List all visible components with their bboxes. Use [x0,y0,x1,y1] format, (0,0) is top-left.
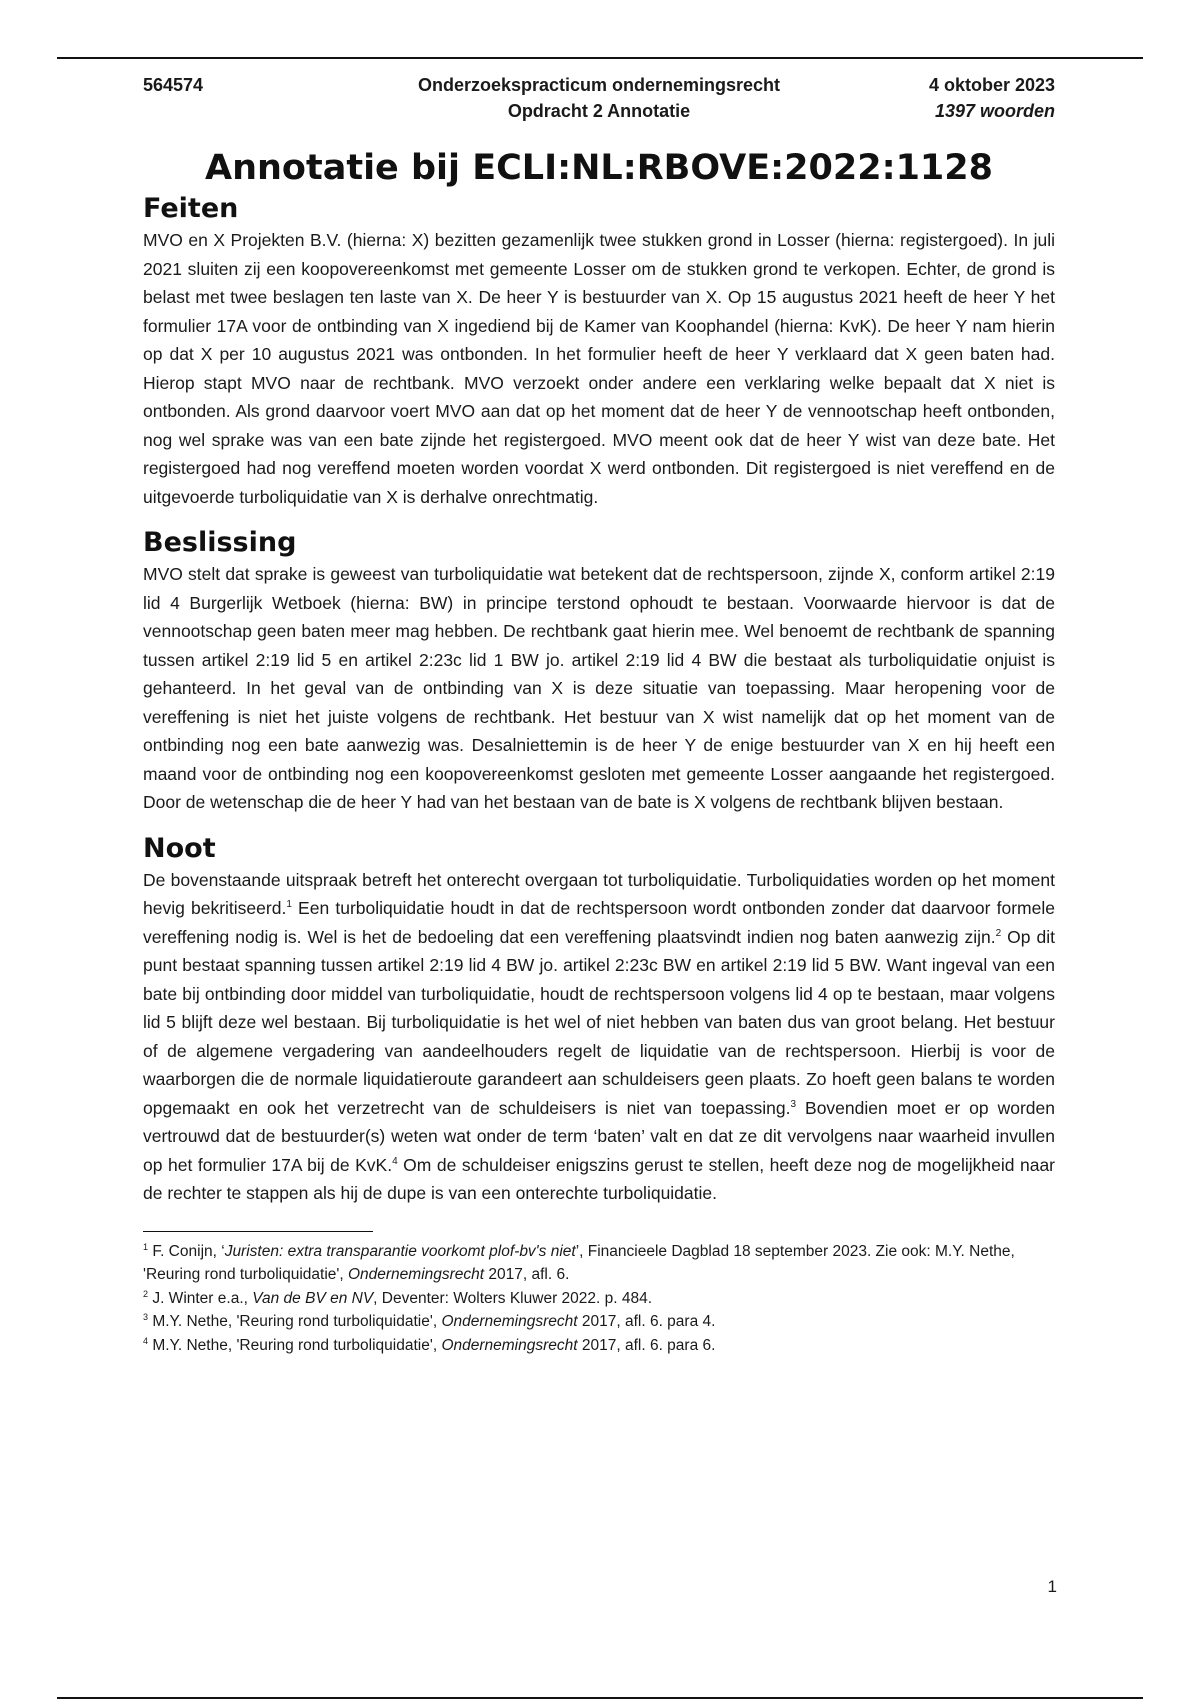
footnote-ref-2[interactable]: 2 [995,927,1002,939]
top-rule [57,57,1143,59]
footnote-number: 1 [143,1241,149,1252]
footnote-text: 2017, afl. 6. para 4. [577,1313,716,1330]
bottom-rule [57,1697,1143,1699]
noot-text: De bovenstaande uitspraak betreft het onterecht overgaan tot turboliquidatie. Turboliquidaties worden op het moment hevig bekritiseerd. [143,869,1055,918]
course-name: Onderzoekspracticum ondernemingsrecht [417,75,781,95]
footnote-number: 4 [143,1335,149,1346]
document-title: Annotatie bij ECLI:NL:RBOVE:2022:1128 [205,148,993,188]
footnote-ref-4[interactable]: 4 [392,1155,398,1167]
footnote-journal: Ondernemingsrecht [441,1313,578,1330]
course-info [143,72,1055,124]
section-heading-noot: Noot [143,832,216,864]
footnote-2 [143,1287,1055,1311]
noot-text: Om de schuldeiser enigszins gerust te stellen, heeft deze nog de mogelijkheid naar de rechter te stappen als hij de dupe is van een onterechte turboliquidatie. [143,1154,1056,1203]
footnote-text: ’, Financieele Dagblad 18 september 2023. Zie ook: M.Y. Nethe, 'Reuring rond turboliquidatie', [143,1242,1015,1283]
paragraph-feiten: MVO en X Projekten B.V. (hierna: X) bezitten gezamenlijk twee stukken grond in Losser (hierna: registergoed). In juli 2021 sluiten zij een koopovereenkomst met gemeente Losser om de stukken grond te verkopen. Echter, de grond is belast met twee beslagen ten laste van X. De heer Y is bestuurder van X. Op 15 augustus 2021 heeft de heer Y het formulier 17A voor de ontbinding van X ingediend bij de Kamer van Koophandel (hierna: KvK). De heer Y nam hierin op dat X per 10 augustus 2021 was ontbonden. In het formulier heeft de heer Y verklaard dat X geen baten had. Hierop stapt MVO naar de rechtbank. MVO verzoekt onder andere een verklaring welke bepaalt dat X niet is ontbonden. Als grond daarvoor voert MVO aan dat op het moment dat de heer Y de vennootschap heeft ontbonden, nog wel sprake was van een bate zijnde het registergoed. MVO meent ook dat de heer Y wist van deze bate. Het registergoed had nog vereffend moeten worden voordat X werd ontbonden. Dit registergoed is niet vereffend en de uitgevoerde turboliquidatie van X is derhalve onrechtmatig. [143,230,1055,507]
footnote-number: 3 [143,1312,149,1322]
footnote-text: , Deventer: Wolters Kluwer 2022. p. 484. [373,1289,653,1307]
footnote-3 [143,1310,1055,1334]
page-number: 1 [1047,1577,1057,1596]
footnote-book-title: Van de BV en NV [252,1289,374,1307]
footnote-journal: Ondernemingsrecht [441,1336,578,1354]
student-number: 564574 [143,75,204,95]
section-noot [143,832,1055,1208]
section-heading-beslissing: Beslissing [143,527,297,558]
footnote-text: 2017, afl. 6. para 6. [577,1336,716,1354]
noot-text: Een turboliquidatie houdt in dat de rechtspersoon wordt ontbonden zonder dat daarvoor formele vereffening nodig is. Wel is het de bedoeling dat een vereffening plaatsvindt indien nog baten aanwezig zijn. [143,898,1055,947]
paragraph-noot [143,866,1055,1208]
footnote-journal: Ondernemingsrecht [347,1266,485,1283]
footnote-separator [143,1231,373,1232]
word-count: 1397 woorden [934,101,1055,121]
footnote-4 [143,1334,1055,1358]
document-page [143,72,1055,1357]
footnote-text: M.Y. Nethe, 'Reuring rond turboliquidatie', [148,1336,442,1354]
page-header [143,72,1055,126]
footnote-text: M.Y. Nethe, 'Reuring rond turboliquidatie', [148,1313,442,1330]
section-beslissing [143,526,1055,817]
footnote-number: 2 [143,1288,149,1299]
date-info [929,72,1055,124]
footnote-text: 2017, afl. 6. [484,1266,570,1283]
noot-text: Bovendien moet er op worden vertrouwd dat de bestuurder(s) weten wat onder de term ‘baten’ valt en dat ze dit vervolgens naar waarheid invullen op het formulier 17A bij de KvK. [143,1097,1055,1175]
section-heading-feiten: Feiten [143,193,239,224]
footnote-1 [143,1240,1055,1287]
footnote-ref-3[interactable]: 3 [790,1098,797,1110]
footnote-text: F. Conijn, ‘ [148,1242,225,1260]
paragraph-beslissing: MVO stelt dat sprake is geweest van turboliquidatie wat betekent dat de rechtspersoon, zijnde X, conform artikel 2:19 lid 4 Burgerlijk Wetboek (hierna: BW) in principe terstond ophoudt te bestaan. Voorwaarde hiervoor is dat de vennootschap geen baten meer mag hebben. De rechtbank gaat hierin mee. Wel benoemt de rechtbank de spanning tussen artikel 2:19 lid 5 en artikel 2:23c lid 1 BW jo. artikel 2:19 lid 4 BW die bestaat als turboliquidatie onjuist is gehanteerd. In het geval van de ontbinding van X is deze situatie van toepassing. Maar heropening voor de vereffening is niet het juiste volgens de rechtbank. Het bestuur van X wist namelijk dat op het moment van de ontbinding nog een bate aanwezig was. Desalniettemin is de heer Y de enige bestuurder van X en hij heeft een maand voor de ontbinding nog een koopovereenkomst gesloten met gemeente Losser aangaande het registergoed. Door de wetenschap die de heer Y had van het bestaan van de bate is X volgens de rechtbank blijven bestaan. [143,564,1055,812]
footnote-article-title: Juristen: extra transparantie voorkomt plof-bv's niet [224,1242,576,1260]
document-date: 4 oktober 2023 [928,75,1055,95]
footnote-ref-1[interactable]: 1 [286,899,292,910]
section-feiten [143,192,1055,511]
footnotes [143,1240,1055,1358]
noot-text: Op dit punt bestaat spanning tussen artikel 2:19 lid 4 BW jo. artikel 2:23c BW en artikel 2:19 lid 5 BW. Want ingeval van een bate bij ontbinding door middel van turboliquidatie, houdt de rechtspersoon volgens lid 4 op te bestaan, maar volgens lid 5 blijft deze wel bestaan. Bij turboliquidatie is het wel of niet hebben van baten dus van groot belang. Het bestuur of de algemene vergadering van aandeelhouders regelt de liquidatie van de rechtspersoon. Hierbij is voor de waarborgen die de normale liquidatieroute garandeert aan schuldeisers geen plaats. Zo hoeft geen balans te worden opgemaakt en ook het verzetrecht van de schuldeisers is niet van toepassing. [143,926,1055,1118]
footnote-text: J. Winter e.a., [148,1289,253,1307]
assignment-name: Opdracht 2 Annotatie [507,101,691,121]
